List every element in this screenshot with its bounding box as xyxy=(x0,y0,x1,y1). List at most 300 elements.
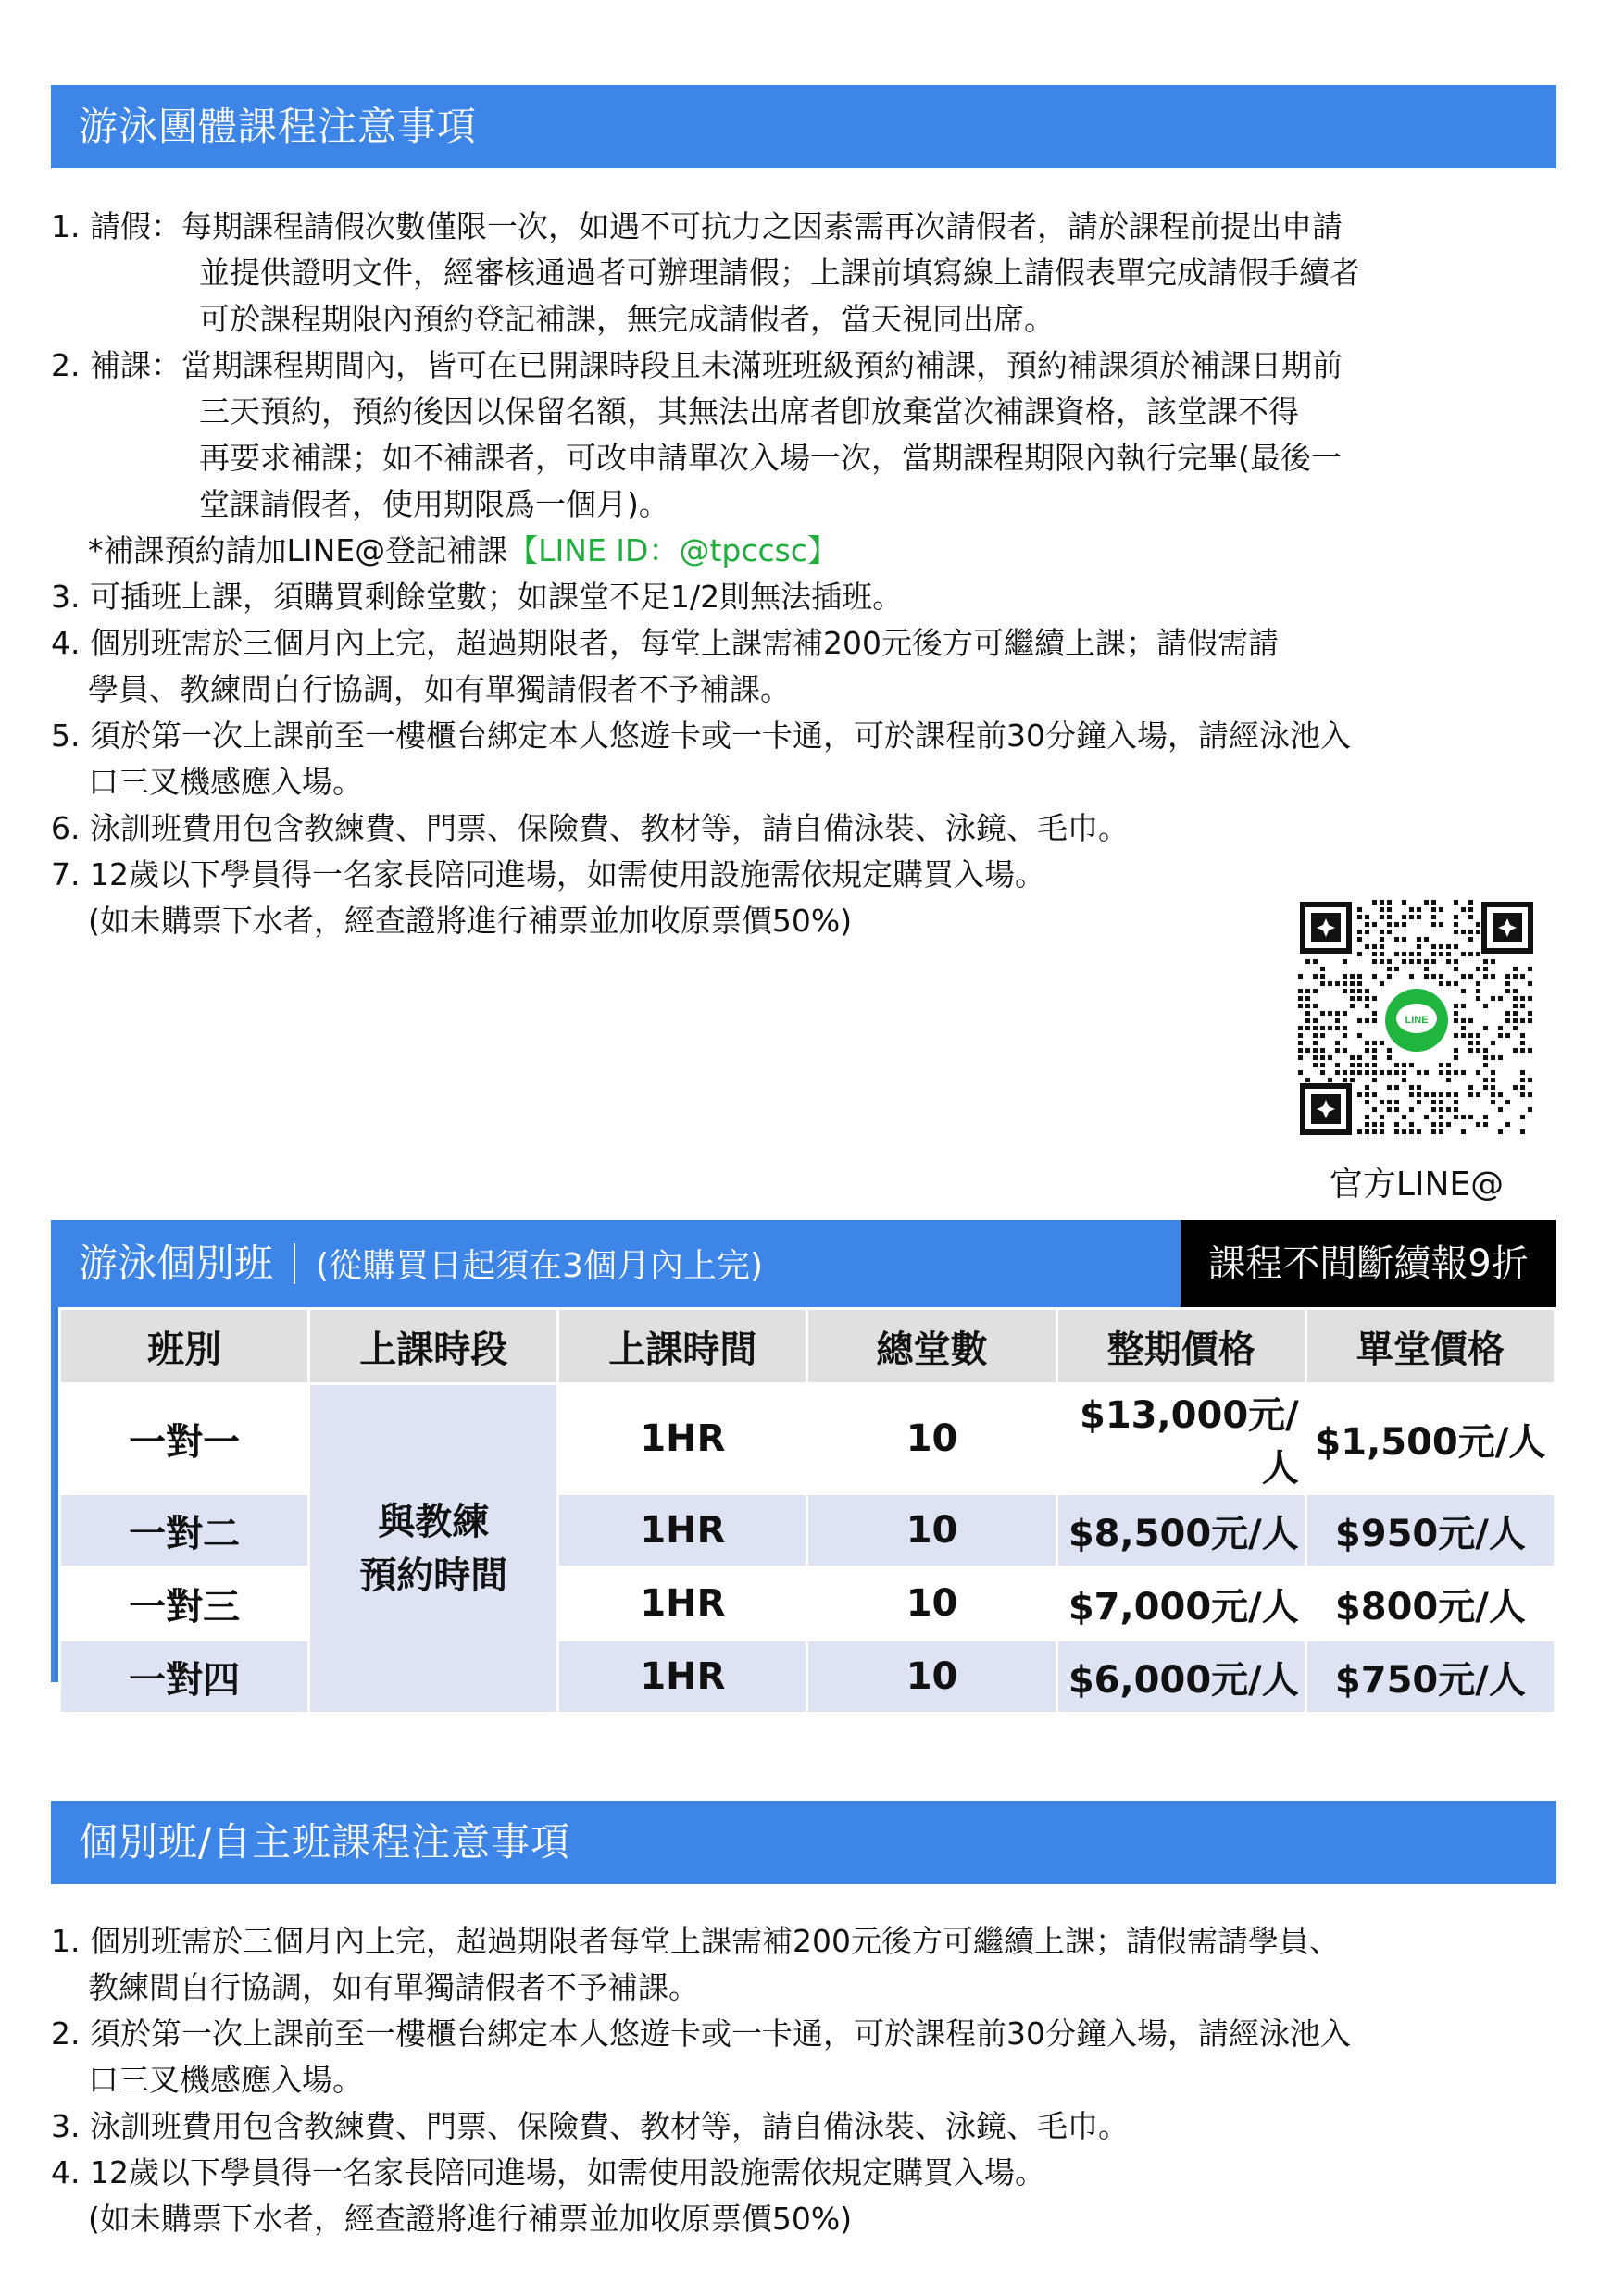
qr-module xyxy=(1491,1100,1495,1104)
qr-module xyxy=(1298,1033,1303,1038)
qr-module xyxy=(1365,915,1369,919)
qr-module xyxy=(1320,974,1325,979)
qr-module xyxy=(1394,1129,1399,1134)
table-rail xyxy=(51,1307,58,1682)
cell-period xyxy=(310,1385,556,1712)
list-item: 並提供證明文件，經審核通過者可辦理請假；上課前填寫線上請假表單完成請假手續者 xyxy=(199,255,1360,291)
qr-module xyxy=(1446,1092,1451,1097)
qr-module xyxy=(1320,967,1325,971)
qr-module xyxy=(1357,981,1362,986)
qr-module xyxy=(1424,900,1429,905)
qr-module xyxy=(1483,1004,1488,1008)
qr-module xyxy=(1387,1055,1392,1060)
list-item: 3. 泳訓班費用包含教練費、門票、保險費、教材等，請自備泳裝、泳鏡、毛巾。 xyxy=(51,2108,1129,2144)
qr-module xyxy=(1402,959,1406,964)
cell-time: 1HR xyxy=(559,1385,806,1492)
qr-module xyxy=(1461,974,1466,979)
header-period: 上課時段 xyxy=(310,1310,556,1382)
qr-module xyxy=(1468,952,1473,956)
qr-module xyxy=(1498,1107,1503,1112)
qr-module xyxy=(1528,1011,1532,1016)
qr-module xyxy=(1461,930,1466,934)
qr-module xyxy=(1387,974,1392,979)
qr-module xyxy=(1468,1085,1473,1090)
line-id: 【LINE ID：@tpccsc】 xyxy=(507,532,838,568)
qr-module xyxy=(1476,930,1480,934)
qr-module xyxy=(1357,974,1362,979)
qr-module xyxy=(1491,1085,1495,1090)
list-item: (如未購票下水者，經查證將進行補票並加收原票價50%) xyxy=(88,903,853,939)
list-item: 堂課請假者，使用期限爲一個月)。 xyxy=(199,486,669,522)
qr-module xyxy=(1372,1041,1377,1045)
qr-module xyxy=(1454,1100,1458,1104)
qr-module xyxy=(1357,1063,1362,1067)
qr-module xyxy=(1305,959,1310,964)
qr-module xyxy=(1409,1107,1414,1112)
header-time: 上課時間 xyxy=(559,1310,806,1382)
qr-module xyxy=(1446,981,1451,986)
qr-module xyxy=(1298,1055,1303,1060)
qr-module xyxy=(1372,1078,1377,1082)
qr-module xyxy=(1357,1092,1362,1097)
list-item: 4. 個別班需於三個月內上完，超過期限者，每堂上課需補200元後方可繼續上課；請假需請 xyxy=(51,625,1279,661)
qr-module xyxy=(1513,1048,1518,1053)
qr-module xyxy=(1476,989,1480,993)
qr-module xyxy=(1394,967,1399,971)
qr-module xyxy=(1305,1026,1310,1030)
qr-module xyxy=(1409,1092,1414,1097)
qr-module xyxy=(1431,944,1436,949)
qr-module xyxy=(1454,944,1458,949)
line-qr-code[interactable] xyxy=(1296,898,1537,1139)
qr-module xyxy=(1372,1122,1377,1127)
qr-module xyxy=(1365,1085,1369,1090)
qr-module xyxy=(1431,907,1436,912)
qr-module xyxy=(1483,1063,1488,1067)
qr-module xyxy=(1461,907,1466,912)
qr-module xyxy=(1320,1055,1325,1060)
list-item: 1. 請假：每期課程請假次數僅限一次，如遇不可抗力之因素需再次請假者，請於課程前提出申請 xyxy=(51,208,1343,244)
qr-module xyxy=(1468,1048,1473,1053)
qr-module xyxy=(1357,1018,1362,1023)
qr-module xyxy=(1372,1107,1377,1112)
cell-sessions: 10 xyxy=(808,1568,1055,1639)
qr-module xyxy=(1505,1100,1510,1104)
table-row xyxy=(61,1385,1554,1492)
qr-module xyxy=(1520,1129,1525,1134)
qr-module xyxy=(1439,907,1443,912)
qr-module xyxy=(1454,959,1458,964)
qr-module xyxy=(1491,1070,1495,1075)
line-logo-icon xyxy=(1380,983,1454,1057)
qr-module xyxy=(1424,1070,1429,1075)
qr-module xyxy=(1505,989,1510,993)
qr-module xyxy=(1328,1078,1332,1082)
qr-module xyxy=(1468,1033,1473,1038)
qr-module xyxy=(1439,1107,1443,1112)
qr-module xyxy=(1476,1122,1480,1127)
qr-module xyxy=(1402,915,1406,919)
qr-module xyxy=(1380,915,1384,919)
qr-module xyxy=(1476,1048,1480,1053)
qr-module xyxy=(1335,1041,1340,1045)
qr-module xyxy=(1446,952,1451,956)
qr-module xyxy=(1387,915,1392,919)
qr-module xyxy=(1461,952,1466,956)
qr-module xyxy=(1335,1070,1340,1075)
qr-module xyxy=(1320,981,1325,986)
qr-module xyxy=(1372,974,1377,979)
cell-total-price: $7,000元/人 xyxy=(1058,1568,1305,1639)
qr-module xyxy=(1298,1041,1303,1045)
qr-module xyxy=(1468,1041,1473,1045)
qr-module xyxy=(1409,915,1414,919)
qr-module xyxy=(1528,981,1532,986)
qr-module xyxy=(1454,922,1458,927)
qr-module xyxy=(1357,1070,1362,1075)
qr-module xyxy=(1424,967,1429,971)
qr-module xyxy=(1505,1033,1510,1038)
qr-module xyxy=(1372,1018,1377,1023)
qr-module xyxy=(1439,1129,1443,1134)
qr-module xyxy=(1402,952,1406,956)
qr-module xyxy=(1365,1122,1369,1127)
qr-module xyxy=(1298,996,1303,1001)
qr-module xyxy=(1343,1033,1347,1038)
qr-module xyxy=(1387,967,1392,971)
qr-module xyxy=(1483,1078,1488,1082)
qr-module xyxy=(1365,944,1369,949)
qr-module xyxy=(1313,1026,1318,1030)
list-item: 6. 泳訓班費用包含教練費、門票、保險費、教材等，請自備泳裝、泳鏡、毛巾。 xyxy=(51,810,1129,846)
header-single-price: 單堂價格 xyxy=(1307,1310,1554,1382)
individual-title: 游泳個別班 xyxy=(79,1241,274,1286)
qr-module xyxy=(1505,981,1510,986)
qr-module xyxy=(1513,1085,1518,1090)
cell-time: 1HR xyxy=(559,1641,806,1712)
qr-module xyxy=(1498,1129,1503,1134)
qr-module xyxy=(1350,996,1355,1001)
qr-module xyxy=(1387,959,1392,964)
qr-module xyxy=(1446,1070,1451,1075)
qr-module xyxy=(1520,1092,1525,1097)
qr-module xyxy=(1417,937,1421,942)
qr-module xyxy=(1491,996,1495,1001)
qr-module xyxy=(1380,930,1384,934)
qr-module xyxy=(1305,1078,1310,1082)
qr-module xyxy=(1439,1063,1443,1067)
qr-module xyxy=(1505,974,1510,979)
qr-module xyxy=(1394,1122,1399,1127)
cell-single-price: $1,500元/人 xyxy=(1307,1385,1554,1492)
qr-module xyxy=(1305,1004,1310,1008)
qr-module xyxy=(1409,952,1414,956)
qr-module xyxy=(1335,1063,1340,1067)
qr-module xyxy=(1402,922,1406,927)
qr-module xyxy=(1313,1063,1318,1067)
qr-module xyxy=(1513,989,1518,993)
cell-total-price: $13,000元/人 xyxy=(1058,1385,1305,1492)
qr-module xyxy=(1439,922,1443,927)
qr-module xyxy=(1387,1100,1392,1104)
qr-module xyxy=(1350,1004,1355,1008)
qr-module xyxy=(1343,1078,1347,1082)
qr-module xyxy=(1380,1115,1384,1119)
qr-module xyxy=(1483,1048,1488,1053)
qr-module xyxy=(1513,1026,1518,1030)
title-divider xyxy=(294,1243,295,1284)
period-line: 與教練 xyxy=(378,1500,490,1543)
qr-module xyxy=(1454,1055,1458,1060)
header-class: 班別 xyxy=(61,1310,307,1382)
list-item: 口三叉機感應入場。 xyxy=(88,764,363,800)
qr-module xyxy=(1372,1129,1377,1134)
list-item: 7. 12歲以下學員得一名家長陪同進場，如需使用設施需依規定購買入場。 xyxy=(51,856,1045,892)
qr-module xyxy=(1520,974,1525,979)
qr-module xyxy=(1424,959,1429,964)
qr-module xyxy=(1305,996,1310,1001)
qr-module xyxy=(1313,974,1318,979)
qr-module xyxy=(1335,1011,1340,1016)
line-badge: LINE xyxy=(1405,1015,1429,1026)
qr-module xyxy=(1461,1129,1466,1134)
qr-module xyxy=(1357,907,1362,912)
qr-module xyxy=(1372,900,1377,905)
list-item: 5. 須於第一次上課前至一樓櫃台綁定本人悠遊卡或一卡通，可於課程前30分鐘入場，請經泳池入 xyxy=(51,718,1351,754)
qr-module xyxy=(1476,967,1480,971)
qr-module xyxy=(1328,981,1332,986)
qr-module xyxy=(1520,1033,1525,1038)
qr-module xyxy=(1468,1092,1473,1097)
qr-module xyxy=(1335,1018,1340,1023)
qr-module xyxy=(1417,1092,1421,1097)
qr-module xyxy=(1402,1078,1406,1082)
qr-module xyxy=(1372,1070,1377,1075)
finder-top-left-icon xyxy=(1300,902,1352,954)
table-row xyxy=(61,1568,1554,1639)
qr-module xyxy=(1380,1122,1384,1127)
individual-subtitle: (從購買日起須在3個月內上完) xyxy=(316,1247,764,1285)
qr-module xyxy=(1454,1033,1458,1038)
qr-module xyxy=(1343,974,1347,979)
qr-module xyxy=(1350,974,1355,979)
qr-module xyxy=(1394,1100,1399,1104)
qr-module xyxy=(1343,959,1347,964)
qr-module xyxy=(1454,930,1458,934)
qr-module xyxy=(1313,1004,1318,1008)
qr-module xyxy=(1528,1018,1532,1023)
qr-module xyxy=(1335,1026,1340,1030)
qr-module xyxy=(1380,900,1384,905)
qr-module xyxy=(1431,1122,1436,1127)
qr-module xyxy=(1431,1100,1436,1104)
qr-module xyxy=(1365,1092,1369,1097)
qr-module xyxy=(1431,959,1436,964)
qr-module xyxy=(1417,1070,1421,1075)
qr-module xyxy=(1498,996,1503,1001)
qr-module xyxy=(1402,1129,1406,1134)
qr-module xyxy=(1380,981,1384,986)
qr-module xyxy=(1439,944,1443,949)
qr-module xyxy=(1402,1070,1406,1075)
qr-module xyxy=(1454,1011,1458,1016)
qr-module xyxy=(1409,1063,1414,1067)
qr-module xyxy=(1305,989,1310,993)
qr-module xyxy=(1387,1107,1392,1112)
qr-module xyxy=(1483,1026,1488,1030)
finder-bottom-left-icon xyxy=(1300,1083,1352,1135)
qr-module xyxy=(1357,996,1362,1001)
qr-module xyxy=(1439,974,1443,979)
qr-module xyxy=(1528,1092,1532,1097)
qr-module xyxy=(1328,1055,1332,1060)
qr-module xyxy=(1446,944,1451,949)
qr-module xyxy=(1350,1063,1355,1067)
qr-module xyxy=(1431,922,1436,927)
qr-module xyxy=(1439,1115,1443,1119)
list-item: 教練間自行協調，如有單獨請假者不予補課。 xyxy=(88,1969,699,2005)
qr-module xyxy=(1491,1055,1495,1060)
qr-module xyxy=(1394,1107,1399,1112)
qr-module xyxy=(1476,981,1480,986)
qr-module xyxy=(1454,967,1458,971)
qr-module xyxy=(1454,1092,1458,1097)
cell-single-price: $750元/人 xyxy=(1307,1641,1554,1712)
qr-module xyxy=(1365,1129,1369,1134)
qr-caption: 官方LINE@ xyxy=(1329,1166,1505,1204)
qr-module xyxy=(1498,1026,1503,1030)
qr-module xyxy=(1320,1026,1325,1030)
qr-module xyxy=(1357,1129,1362,1134)
qr-module xyxy=(1461,1018,1466,1023)
qr-module xyxy=(1439,952,1443,956)
qr-module xyxy=(1350,981,1355,986)
qr-module xyxy=(1350,1078,1355,1082)
qr-module xyxy=(1394,1070,1399,1075)
qr-module xyxy=(1505,1011,1510,1016)
cell-total-price: $6,000元/人 xyxy=(1058,1641,1305,1712)
qr-module xyxy=(1498,1055,1503,1060)
qr-module xyxy=(1365,1048,1369,1053)
qr-module xyxy=(1365,1115,1369,1119)
qr-module xyxy=(1313,989,1318,993)
qr-module xyxy=(1520,1070,1525,1075)
list-item: 三天預約，預約後因以保留名額，其無法出席者卽放棄當次補課資格，該堂課不得 xyxy=(199,393,1299,430)
qr-module xyxy=(1424,1092,1429,1097)
qr-module xyxy=(1468,930,1473,934)
qr-module xyxy=(1298,974,1303,979)
qr-module xyxy=(1328,1011,1332,1016)
qr-module xyxy=(1483,1055,1488,1060)
list-item: 學員、教練間自行協調，如有單獨請假者不予補課。 xyxy=(88,671,791,707)
qr-module xyxy=(1513,974,1518,979)
qr-module xyxy=(1365,989,1369,993)
qr-module xyxy=(1417,1100,1421,1104)
qr-module xyxy=(1394,1063,1399,1067)
qr-module xyxy=(1394,922,1399,927)
qr-module xyxy=(1305,1011,1310,1016)
qr-module xyxy=(1387,1085,1392,1090)
qr-module xyxy=(1357,930,1362,934)
list-item xyxy=(51,528,1569,574)
list-item: 口三叉機感應入場。 xyxy=(88,2062,363,2098)
qr-module xyxy=(1476,1041,1480,1045)
header-sessions: 總堂數 xyxy=(808,1310,1055,1382)
cell-single-price: $800元/人 xyxy=(1307,1568,1554,1639)
qr-module xyxy=(1372,1048,1377,1053)
qr-module xyxy=(1365,1041,1369,1045)
qr-module xyxy=(1461,1026,1466,1030)
qr-module xyxy=(1357,937,1362,942)
qr-module xyxy=(1431,900,1436,905)
qr-module xyxy=(1491,1078,1495,1082)
qr-module xyxy=(1402,937,1406,942)
qr-module xyxy=(1417,915,1421,919)
qr-module xyxy=(1424,1115,1429,1119)
qr-module xyxy=(1372,1092,1377,1097)
qr-module xyxy=(1372,952,1377,956)
qr-module xyxy=(1313,1055,1318,1060)
qr-module xyxy=(1454,1048,1458,1053)
qr-module xyxy=(1357,1033,1362,1038)
makeup-note: *補課預約請加LINE@登記補課 xyxy=(88,532,508,568)
table-row xyxy=(61,1495,1554,1566)
qr-module xyxy=(1372,959,1377,964)
qr-module xyxy=(1409,959,1414,964)
qr-module xyxy=(1439,1122,1443,1127)
qr-module xyxy=(1320,1011,1325,1016)
qr-module xyxy=(1483,1122,1488,1127)
qr-module xyxy=(1380,937,1384,942)
qr-module xyxy=(1372,1055,1377,1060)
qr-module xyxy=(1505,1018,1510,1023)
finder-top-right-icon xyxy=(1481,902,1533,954)
qr-module xyxy=(1365,1100,1369,1104)
qr-module xyxy=(1365,922,1369,927)
qr-module xyxy=(1446,959,1451,964)
qr-module xyxy=(1520,1041,1525,1045)
cell-sessions: 10 xyxy=(808,1641,1055,1712)
qr-module xyxy=(1343,1011,1347,1016)
qr-module xyxy=(1468,937,1473,942)
qr-module xyxy=(1513,996,1518,1001)
qr-module xyxy=(1298,1004,1303,1008)
qr-module xyxy=(1387,900,1392,905)
qr-module xyxy=(1380,1100,1384,1104)
qr-module xyxy=(1298,1048,1303,1053)
qr-module xyxy=(1387,1048,1392,1053)
period-line: 預約時間 xyxy=(359,1554,508,1597)
qr-module xyxy=(1446,1063,1451,1067)
qr-module xyxy=(1320,1048,1325,1053)
qr-module xyxy=(1417,959,1421,964)
qr-module xyxy=(1380,944,1384,949)
qr-module xyxy=(1461,1004,1466,1008)
qr-module xyxy=(1491,1041,1495,1045)
qr-module xyxy=(1350,989,1355,993)
qr-module xyxy=(1476,996,1480,1001)
qr-module xyxy=(1394,1085,1399,1090)
qr-module xyxy=(1468,900,1473,905)
qr-module xyxy=(1417,952,1421,956)
qr-module xyxy=(1365,1063,1369,1067)
qr-module xyxy=(1454,1115,1458,1119)
list-item: 可於課程期限內預約登記補課，無完成請假者，當天視同出席。 xyxy=(199,301,1055,337)
qr-module xyxy=(1380,907,1384,912)
qr-module xyxy=(1513,1018,1518,1023)
qr-module xyxy=(1513,1004,1518,1008)
cell-total-price: $8,500元/人 xyxy=(1058,1495,1305,1566)
